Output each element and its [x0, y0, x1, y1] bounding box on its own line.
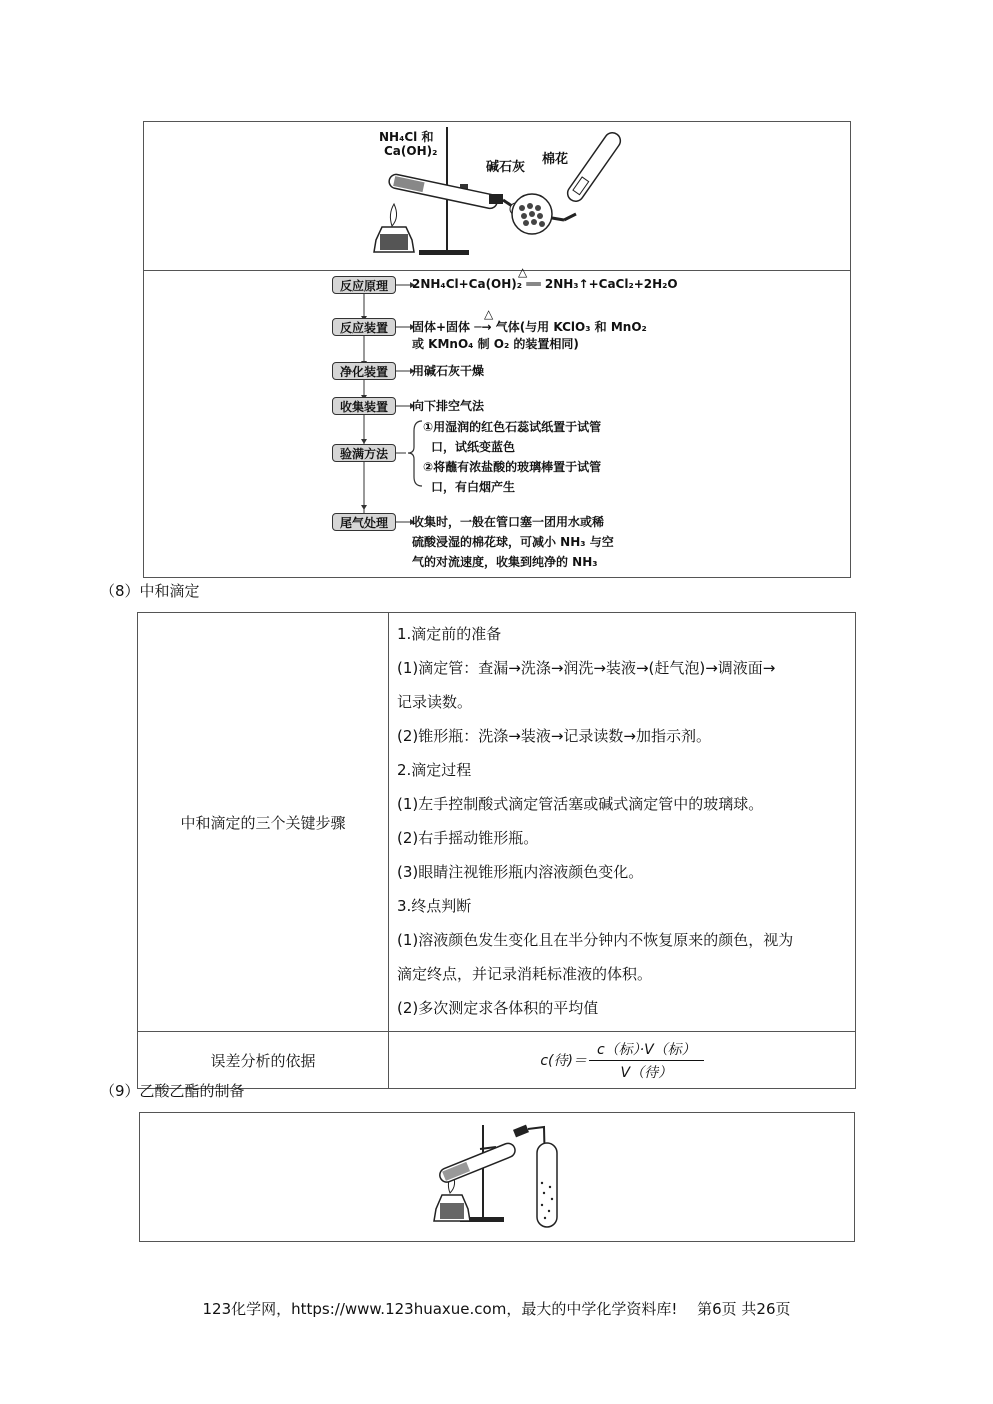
test-full-text-4: 口，有白烟产生 — [431, 480, 516, 494]
table-row — [138, 1032, 856, 1089]
step-line: (1)滴定管：查漏→洗涤→润洗→装液→(赶气泡)→调液面→ — [397, 659, 776, 677]
apparatus-text-1: 固体+固体 ─→ 气体(与用 KClO₃ 和 MnO₂ — [412, 320, 647, 334]
apparatus-text-2: 或 KMnO₄ 制 O₂ 的装置相同) — [412, 337, 579, 351]
reaction-equation: 2NH₄Cl+Ca(OH)₂ ══ 2NH₃↑+CaCl₂+2H₂O — [412, 277, 678, 291]
flow-label-purification: 净化装置 — [332, 362, 396, 380]
step-line: (2)多次测定求各体积的平均值 — [397, 999, 599, 1017]
collection-text: 向下排空气法 — [412, 399, 485, 413]
flow-label-collection: 收集装置 — [332, 397, 396, 415]
table-row — [138, 613, 856, 1032]
key-steps-label: 中和滴定的三个关键步骤 — [138, 613, 389, 1032]
test-full-text-1: ①用湿润的红色石蕊试纸置于试管 — [423, 420, 602, 434]
step-line: (3)眼睛注视锥形瓶内溶液颜色变化。 — [397, 863, 644, 881]
delta-symbol-1: △ — [518, 265, 528, 279]
purification-text: 用碱石灰干燥 — [412, 364, 485, 378]
error-formula — [540, 1039, 703, 1082]
ethyl-acetate-diagram — [140, 1113, 854, 1241]
step-line: 滴定终点，并记录消耗标准液的体积。 — [397, 965, 653, 983]
formula-fraction — [589, 1039, 704, 1082]
test-full-text-2: 口，试纸变蓝色 — [431, 440, 516, 454]
nh3-apparatus-panel — [143, 121, 851, 271]
step-line: 记录读数。 — [397, 693, 473, 711]
step-line: (2)右手摇动锥形瓶。 — [397, 829, 539, 847]
delta-symbol-2: △ — [484, 307, 494, 321]
flow-label-apparatus: 反应装置 — [332, 318, 396, 336]
flow-label-test-full: 验满方法 — [332, 444, 396, 462]
flow-label-principle: 反应原理 — [332, 276, 396, 294]
step-line: (1)左手控制酸式滴定管活塞或碱式滴定管中的玻璃球。 — [397, 795, 764, 813]
nh3-apparatus-diagram — [144, 122, 850, 270]
drying-agent-label: 碱石灰 — [486, 160, 526, 175]
test-full-text-3: ②将蘸有浓盐酸的玻璃棒置于试管 — [423, 460, 602, 474]
step-line: (2)锥形瓶：洗涤→装液→记录读数→加指示剂。 — [397, 727, 711, 745]
ethyl-acetate-apparatus-panel — [139, 1112, 855, 1242]
step-line: 1.滴定前的准备 — [397, 625, 502, 643]
reagent-label-2: Ca(OH)₂ — [384, 144, 438, 158]
tail-gas-text-3: 气的对流速度，收集到纯净的 NH₃ — [412, 555, 598, 569]
formula-numerator: c（标）·V（标） — [589, 1039, 704, 1061]
key-steps-content — [389, 613, 856, 1032]
error-analysis-label: 误差分析的依据 — [138, 1032, 389, 1089]
step-line: 3.终点判断 — [397, 897, 472, 915]
cotton-label: 棉花 — [542, 152, 569, 167]
formula-denominator: V（待） — [620, 1064, 673, 1081]
tail-gas-text-2: 硫酸浸湿的棉花球，可减小 NH₃ 与空 — [412, 535, 614, 549]
step-line: 2.滴定过程 — [397, 761, 472, 779]
flow-label-tail-gas: 尾气处理 — [332, 513, 396, 531]
titration-table — [137, 612, 856, 1089]
section-9-heading: （9）乙酸乙酯的制备 — [100, 1082, 245, 1100]
page-footer: 123化学网，https://www.123huaxue.com，最大的中学化学资料库! 第6页 共26页 — [202, 1300, 791, 1318]
formula-lhs: c(待)＝ — [540, 1053, 587, 1069]
step-line: (1)溶液颜色发生变化且在半分钟内不恢复原来的颜色，视为 — [397, 931, 794, 949]
section-8-heading: （8）中和滴定 — [100, 582, 200, 600]
reagent-label: NH₄Cl 和 — [379, 130, 434, 144]
nh3-flow-panel — [143, 265, 851, 578]
error-formula-cell — [389, 1032, 856, 1089]
tail-gas-text-1: 收集时，一般在管口塞一团用水或稀 — [412, 515, 605, 529]
